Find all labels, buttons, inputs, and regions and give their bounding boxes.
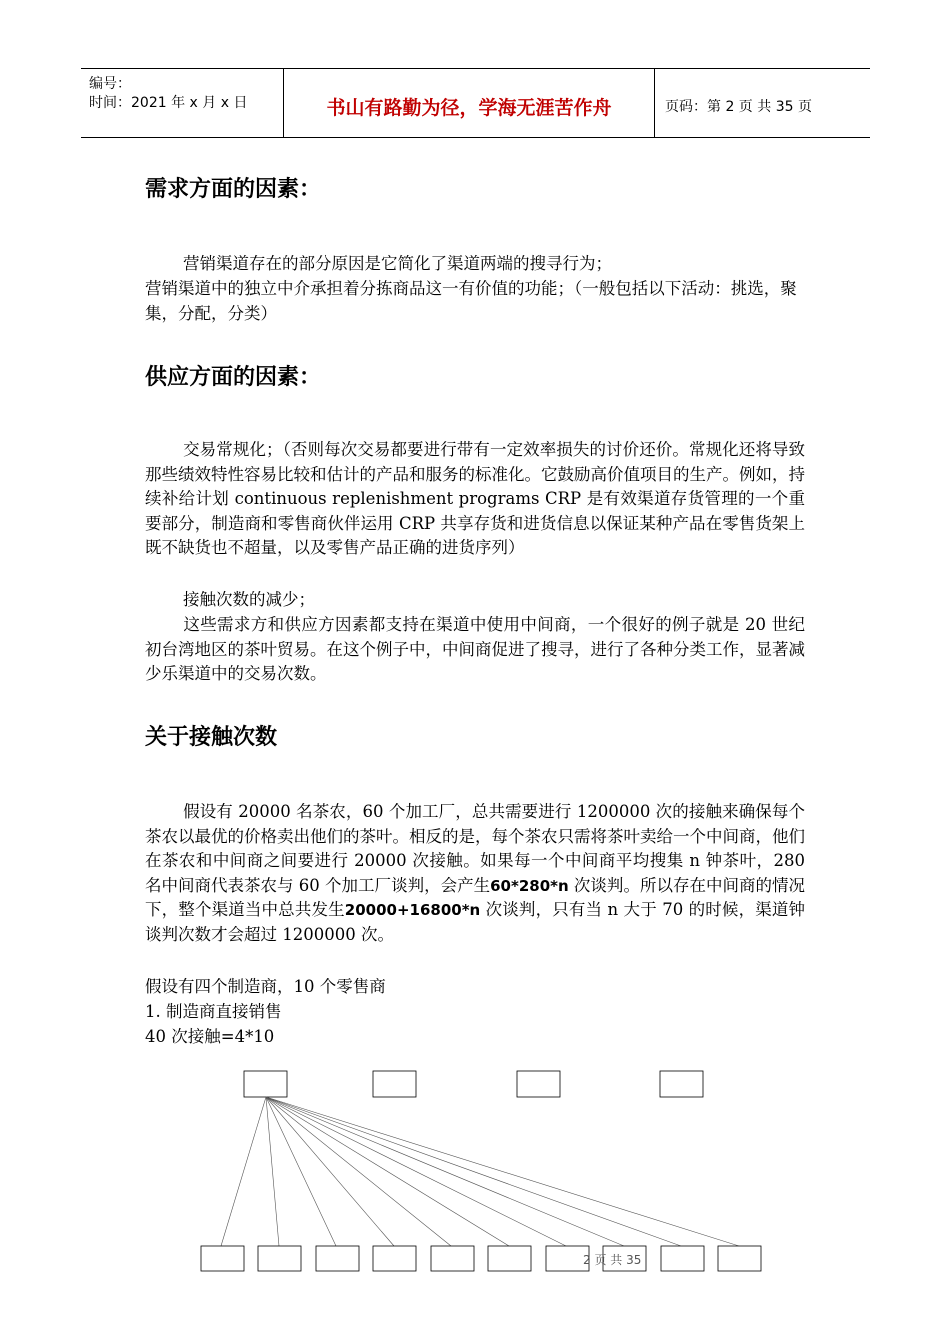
supply-p2-text: 接触次数的减少； <box>183 590 315 609</box>
link-8 <box>266 1097 624 1246</box>
motto-text: 书山有路勤为径，学海无涯苦作舟 <box>326 97 612 119</box>
link-5 <box>266 1097 451 1246</box>
manufacturer-box-3 <box>517 1071 560 1097</box>
link-7 <box>266 1097 566 1246</box>
doc-time-label: 时间：2021 年 x 月 x 日 <box>89 95 248 111</box>
retailer-box-2 <box>258 1246 301 1271</box>
contact-p1a-text: 假设有 20000 名茶农，60 个加工厂，总共需要进行 1200000 次的接触来确保每个茶农以最优的价格卖出他们的茶叶。相反的是，每个茶农只需将茶叶卖给一个中间商，他们在茶农和中间商之间要进行 20000 次接触。如果每一个中间商平均搜集 n 钟茶叶，280 名中间商代表茶农与 60 个加工厂谈判，会产生 <box>145 802 805 895</box>
link-1 <box>221 1097 266 1246</box>
formula-2: 20000+16800*n <box>344 901 481 920</box>
footer-page-overlap: 2 页 共 35 <box>583 1253 642 1267</box>
link-9 <box>266 1097 681 1246</box>
contacts-line: 40 次接触=4*10 <box>145 1027 275 1046</box>
demand-p1-text: 营销渠道存在的部分原因是它简化了渠道两端的搜寻行为； <box>183 254 612 273</box>
retailer-box-3 <box>316 1246 359 1271</box>
link-4 <box>266 1097 394 1246</box>
retailer-box-1 <box>201 1246 244 1271</box>
item-1-line: 1. 制造商直接销售 <box>145 1002 282 1021</box>
retailer-box-6 <box>488 1246 531 1271</box>
demand-paragraph-2: 营销渠道中的独立中介承担着分拣商品这一有价值的功能；（一般包括以下活动：挑选，聚集，分配，分类） <box>145 279 797 323</box>
contact-p1c-text: 次谈判，只有当 n 大于 70 的时候，渠道钟谈判次数才会超过 1200000 次。 <box>145 900 806 944</box>
demand-section-title: 需求方面的因素： <box>145 177 322 202</box>
doc-number-label: 编号： <box>89 76 131 92</box>
supply-section-title: 供应方面的因素： <box>145 365 322 390</box>
manufacturer-box-2 <box>373 1071 416 1097</box>
link-10 <box>266 1097 739 1246</box>
formula-1: 60*280*n <box>490 876 569 895</box>
page-info: 页码：第 2 页 共 35 页 <box>665 99 812 115</box>
manufacturer-box-1 <box>244 1071 287 1097</box>
supply-p1-text: 交易常规化；（否则每次交易都要进行带有一定效率损失的讨价还价。常规化还将导致那些绩效特性容易比较和估计的产品和服务的标准化。它鼓励高价值项目的生产。例如，持续补给计划 continuous replenishment programs CRP 是有效渠道存货管理的一个重要部分，制造商和零售商伙伴运用 CRP 共享存货和进货信息以保证某种产品在零售货架上既不缺货也不超量，以及零售产品正确的进货序列） <box>145 440 805 558</box>
supply-p3-text: 这些需求方和供应方因素都支持在渠道中使用中间商，一个很好的例子就是 20 世纪初台湾地区的茶叶贸易。在这个例子中，中间商促进了搜寻，进行了各种分类工作，显著减少乐渠道中的交易次数。 <box>145 615 805 684</box>
link-2 <box>266 1097 279 1246</box>
retailer-box-10 <box>718 1246 761 1271</box>
link-3 <box>266 1097 336 1246</box>
contact-p1b-text: 次谈判。所以存在中间商的情况下，整个渠道当中总共发生 <box>145 875 805 920</box>
assume-line: 假设有四个制造商，10 个零售商 <box>145 977 386 996</box>
manufacturer-box-4 <box>660 1071 703 1097</box>
link-6 <box>266 1097 509 1246</box>
contact-section-title: 关于接触次数 <box>145 725 278 750</box>
retailer-box-9 <box>661 1246 704 1271</box>
retailer-box-4 <box>373 1246 416 1271</box>
retailer-box-5 <box>431 1246 474 1271</box>
